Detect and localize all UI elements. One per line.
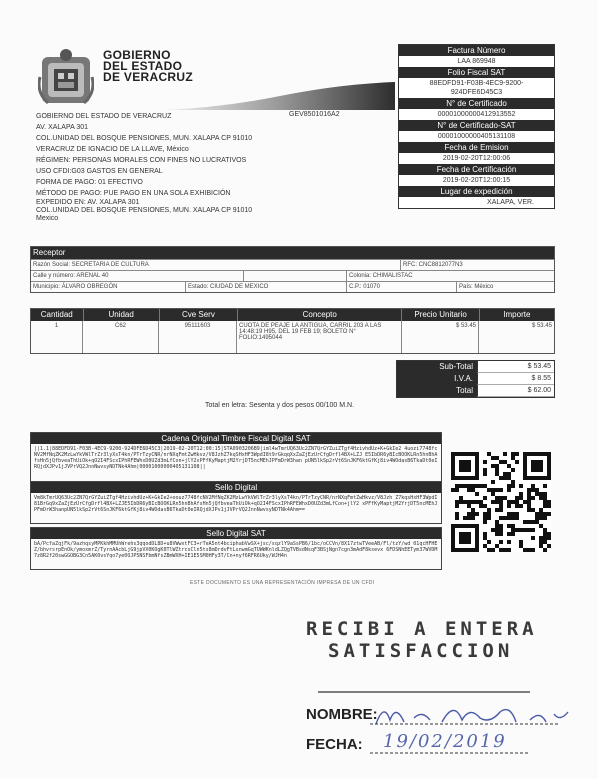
receptor-section [30,246,555,293]
issuer-line: COL.UNIDAD DEL BOSQUE PENSIONES, MUN. XALAPA CP 91010 [36,135,253,142]
fecha-underline [370,750,530,756]
handwritten-signature [370,700,580,730]
fecha-handwritten-value: 19/02/2019 [383,731,507,752]
lugar-label: Lugar de expedición [399,186,554,197]
received-stamp-line-1: RECIBI A ENTERA [306,618,538,640]
cadena-text: ||1.1|88EDFD91-F03B-4EC9-9200-924DFE6D45C3|2019-02-20T12:00:15|STA0903206B9|iml4wTmrUQ63Uc2ZN7QrGYZuiZTgf4HzivhdUz+K+GkIe2 4uozi7748fcNV2MfNqZK2MzLwYkVWlTrZr3lyXsT4kn/PTrTzyCNR/nrNXqFmtZwHkvz/V8JzhZ7kqSHxHF3WpdI8t9rGkqqXxZaZjEzUrCfgDrfl4BX+LZJ E5IbDR6yBIcBOOKLRn5hnBhAfsHn5jQfbveaThUiOk+qO2I4FScxIPhRFEWhxD0UZd3mLfCon+jlY2xPFfKyMaptjM2YrjDT5ncMEhJPFmDrW3han pUN5lkSp2rVt6SnJKF6ktGfKj8iv4WOdasB6TkaDt0eIRQjdXJPv1jJVPrVQ2JnnNwvsyNDTNk4Ahm|00001000000405131108|| [34,446,438,470]
iva-label: I.V.A. [397,373,477,385]
veracruz-coat-of-arms-logo [38,47,94,107]
receptor-pais: País: México [459,284,494,290]
receptor-razon-social: Razón Social: SECRETARIA DE CULTURA [31,260,401,270]
total-label: Total [397,385,477,397]
issuer-block [36,111,336,223]
issuer-line: RÉGIMEN: PERSONAS MORALES CON FINES NO LUCRATIVOS [36,157,247,164]
issuer-line: MÉTODO DE PAGO: PUE PAGO EN UNA SOLA EXHIBICIÓN [36,190,231,197]
receptor-cp: C.P.: 01070 [347,282,457,292]
receptor-blank [244,271,347,281]
totals-box [396,360,555,398]
col-unidad: Unidad [84,309,160,321]
cell-cantidad: 1 [31,321,83,353]
cadena-title: Cadena Original Timbre Fiscal Digital SAT [31,433,441,444]
representacion-note: ESTE DOCUMENTO ES UNA REPRESENTACIÓN IMPRESA DE UN CFDI [190,580,375,586]
receptor-municipio: Municipio: ÁLVARO OBREGÓN [31,282,186,292]
cert-sat-label: N° de Certificado-SAT [399,120,554,131]
sello-sat-title: Sello Digital SAT [31,528,441,539]
col-concepto: Concepto [238,309,402,321]
issuer-line: COL.UNIDAD DEL BOSQUE PENSIONES, MUN. XALAPA CP 91010 [36,207,253,214]
receptor-estado: Estado: CIUDAD DE MEXICO [186,282,347,292]
invoice-info-box [398,44,555,209]
total-en-letra: Total en letra: Sesenta y dos pesos 00/100 M.N. [205,402,355,409]
table-row [31,321,554,353]
issuer-line: Mexico [36,215,59,222]
received-stamp-line-2: SATISFACCION [328,640,514,662]
col-cantidad: Cantidad [31,309,84,321]
issuer-line: FORMA DE PAGO: 01 EFECTIVO [36,179,143,186]
cell-concepto: CUOTA DE PEAJE LA ANTIGUA, CARRIL 203 A LAS 14:48:19 H95, DEL 19 FEB 19; BOLETO N° FOLIO:1495044 [237,321,402,353]
receptor-header: Receptor [31,247,554,259]
issuer-line: EXPEDIDO EN: AV. XALAPA 301 [36,199,140,206]
sello-title: Sello Digital [31,482,441,493]
cadena-original-box [30,432,442,482]
cell-cve: 95111603 [159,321,237,353]
sello-text: Vm8kTmrUQ63Uc2ZN7QrGYZuiZTgf4HzivhdUz+K+GkIe2+oouz7748fcNV2MfNqZK2MzLwYkVWlTrZr3lyXsT4kn/PTrTzyCNR/nrNXqFmtZwHkvz/V8Jzh Z7kqsHxHF3WpdI81BrGq9xZaZjEzUrCfgDrfl4BX+LZJE5IbDR6yBIcBOOKLRn5hnBhAfsHn5jQfbveaThUiOk+qO2I4FScxIPhRFEWhxD0UZd3mLfCon+jlY2 xPFfKyMaptjM2YrjDT5ncMEhJPFmDrW3hanpUN5lkSp2rVt6SnJKF6ktGfKj8iv4WOdasB6TkaDt0eIRQjdXJPv1jJVPrVQ2JnnNwvsyNDTNk4Ahm== [34,495,438,513]
receptor-calle: Calle y número: ARENAL 40 [31,271,244,281]
issuer-line: AV. XALAPA 301 [36,124,89,131]
cert-sat-value: 00001000000405131108 [437,133,516,140]
issuer-line: VERACRUZ DE IGNACIO DE LA LLAVE, México [36,146,189,153]
folio-value: 88EDFD91-F03B-4EC9-9200-924DFE6D45C3 [429,80,524,96]
total-value: $ 62.00 [477,385,554,397]
folio-label: Folio Fiscal SAT [399,67,554,78]
subtotal-label: Sub-Total [397,361,477,373]
cert-value: 00001000000412913552 [437,111,516,118]
decorative-wave-banner [160,82,395,110]
signature-top-line [318,688,530,696]
lugar-value: XALAPA, VER. [487,199,534,206]
certificacion-label: Fecha de Certificación [399,164,554,175]
col-importe: Importe [503,310,531,319]
emision-value: 2019-02-20T12:00:06 [442,155,511,162]
cell-importe: $ 53.45 [531,323,552,329]
emision-label: Fecha de Emision [399,142,554,153]
factura-label: Factura Número [399,45,554,56]
items-header-row [31,309,554,321]
qr-code [451,452,551,552]
issuer-name: GOBIERNO DEL ESTADO DE VERACRUZ [36,113,172,120]
cert-label: N° de Certificado [399,98,554,109]
iva-value: $ 8.55 [477,373,554,385]
fecha-label: FECHA: [306,736,363,753]
cell-unidad: C62 [83,321,159,353]
issuer-line: USO CFDI:G03 GASTOS EN GENERAL [36,168,163,175]
col-precio: Precio Unitario [402,309,479,321]
sello-digital-box [30,481,442,524]
receptor-rfc: RFC: CNC8812077N3 [403,262,463,268]
subtotal-value: $ 53.45 [477,361,554,373]
col-cve-serv: Cve Serv [160,309,238,321]
receptor-colonia: Colonia: CHIMALISTAC [349,273,413,279]
issuer-rfc: GEV8501016A2 [289,111,340,118]
government-title: GOBIERNO DEL ESTADO DE VERACRUZ [103,48,193,84]
nombre-label: NOMBRE: [306,706,378,723]
factura-value: LAA 869948 [457,58,496,65]
cell-precio: $ 53.45 [402,321,479,353]
sello-sat-text: bA/PcfaZqjFk/9azhqsyMPKkhMMUhWrehs3qqodDL8D+u8VWwxtFC3+rTeA5nt4bciphabVwSX+jsc/sqzlY9aSsPB6/1bc/oCCVn/8X17ztwTVeeAB/Fl/tzY/wd 01qcHFHEZ/bhvrsrpEnOk/ymoxmrZ/TyrnAAcbLjG9jpVX0KOgK0TlWZtrcsCln5ts8mDrdvFtLsnwmGqTUWWKnldLZQgTVBsdNsqF3BSjNgn7cgn3mAdF8ksevx 6FDSNhEETym37WVDM7z8R2f20swGGOBG3Cn5AK0vsYqo7ye0OJP5NSFbmNfsZBmWXH+IE1E5SM0HFy3T/Cn+nyf6RFR6Uky/WJH4n [34,541,438,559]
certificacion-value: 2019-02-20T12:00:15 [442,177,511,184]
items-table [30,308,555,354]
sello-sat-box [30,527,442,570]
